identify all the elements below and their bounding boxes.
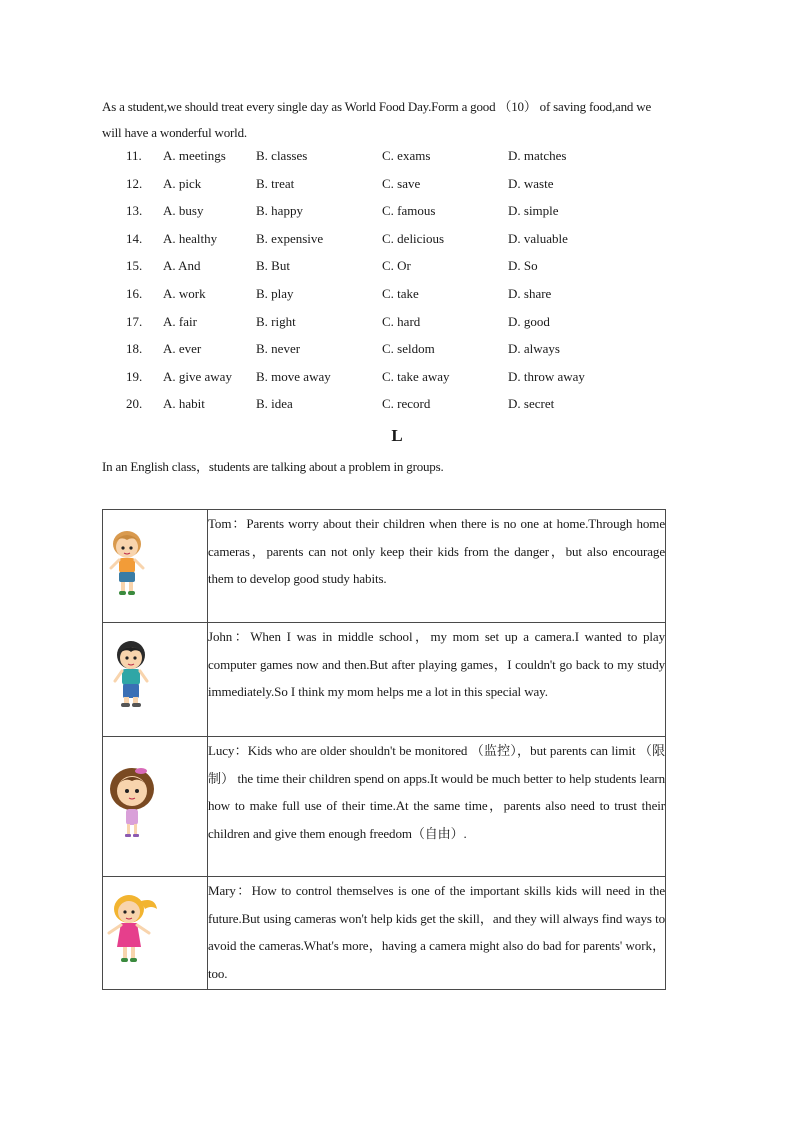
- option-c: C. take: [382, 285, 419, 301]
- option-c: C. famous: [382, 203, 436, 219]
- option-b: B. classes: [256, 148, 308, 163]
- option-d: D. So: [508, 258, 538, 274]
- option-d: D. always: [508, 341, 560, 357]
- option-a: A. healthy: [163, 230, 218, 246]
- question-number: 17.: [126, 313, 143, 329]
- option-d: D. waste: [508, 175, 554, 191]
- option-c: C. seldom: [382, 341, 435, 357]
- question-row: [126, 339, 646, 367]
- option-b: B. right: [256, 313, 296, 329]
- option-b: B. idea: [256, 396, 293, 412]
- dialogue-row-lucy: [103, 737, 666, 877]
- option-a: A. habit: [163, 396, 205, 412]
- question-number: 18.: [126, 341, 143, 357]
- options-list: [126, 146, 646, 422]
- question-row: [126, 367, 646, 395]
- portrait-cell: [103, 877, 208, 990]
- dialogue-text-tom: Tom：Parents worry about their children when there is no one at home.Through home cameras，parents can not only keep their kids from the danger，but also encourage them to develop good study habits.: [208, 510, 666, 623]
- girl-lucy-illustration: [107, 765, 157, 841]
- option-c: C. save: [382, 175, 421, 191]
- option-d: D. simple: [508, 203, 559, 219]
- option-b: B. But: [256, 258, 290, 274]
- option-b: B. never: [256, 341, 301, 357]
- option-b: B. play: [256, 285, 294, 301]
- option-b: B. treat: [256, 175, 295, 191]
- option-d: D. valuable: [508, 230, 568, 246]
- question-number: 13.: [126, 203, 143, 219]
- question-row: [126, 256, 646, 284]
- option-c: C. exams: [382, 148, 431, 163]
- option-a: A. work: [163, 285, 206, 301]
- option-a: A. ever: [163, 341, 202, 357]
- option-b: B. expensive: [256, 230, 324, 246]
- question-number: 12.: [126, 175, 143, 191]
- option-b: B. move away: [256, 368, 331, 384]
- option-c: C. Or: [382, 258, 411, 274]
- question-number: 16.: [126, 285, 143, 301]
- option-a: A. pick: [163, 175, 202, 191]
- question-row: [126, 201, 646, 229]
- option-c: C. delicious: [382, 230, 445, 246]
- option-c: C. hard: [382, 313, 421, 329]
- dialogue-text-lucy: Lucy：Kids who are older shouldn't be monitored （监控），but parents can limit （限制） the time their children spend on apps.It would be much better to help students learn how to make full use of their time.At the same time，parents also need to trust their children and give them enough freedom（自由）.: [208, 737, 666, 877]
- dialogue-text-mary: Mary：How to control themselves is one of the important skills kids will need in the future.But using cameras won't help kids get the skill，and they will always find ways to avoid the cameras.What's more，having a camera might also do bad for parents' work，too.: [208, 877, 666, 990]
- question-row: [126, 394, 646, 422]
- boy-john-illustration: [109, 637, 153, 711]
- option-c: C. record: [382, 396, 431, 412]
- intro-paragraph: As a student,we should treat every single day as World Food Day.Form a good （10） of saving food,and we will have a wonderful world.: [102, 99, 652, 140]
- section-lead-text: In an English class，students are talking about a problem in groups.: [102, 459, 444, 474]
- option-c: C. take away: [382, 368, 450, 384]
- dialogue-row-john: [103, 623, 666, 737]
- option-a: A. busy: [163, 203, 204, 219]
- option-a: A. And: [163, 258, 201, 274]
- question-row: [126, 146, 646, 174]
- option-a: A. fair: [163, 313, 197, 329]
- question-row: [126, 312, 646, 340]
- option-d: D. good: [508, 313, 550, 329]
- option-d: D. secret: [508, 396, 555, 412]
- option-b: B. happy: [256, 203, 303, 219]
- question-number: 15.: [126, 258, 143, 274]
- dialogue-text-john: John：When I was in middle school，my mom set up a camera.I wanted to play computer games now and then.But after playing games，I couldn't go back to my study immediately.So I think my mom helps me a lot in this special way.: [208, 623, 666, 737]
- question-row: [126, 284, 646, 312]
- question-number: 20.: [126, 396, 143, 412]
- dialogue-table: [102, 509, 666, 990]
- question-row: [126, 229, 646, 257]
- portrait-cell: [103, 510, 208, 623]
- option-d: D. share: [508, 285, 552, 301]
- option-a: A. meetings: [163, 148, 226, 163]
- section-heading: L: [391, 426, 403, 445]
- option-a: A. give away: [163, 368, 232, 384]
- question-number: 14.: [126, 230, 143, 246]
- dialogue-row-mary: [103, 877, 666, 990]
- girl-mary-illustration: [105, 891, 161, 967]
- question-number: 19.: [126, 368, 143, 384]
- option-d: D. matches: [508, 148, 567, 163]
- portrait-cell: [103, 737, 208, 877]
- portrait-cell: [103, 623, 208, 737]
- boy-tom-illustration: [105, 528, 149, 600]
- question-number: 11.: [126, 148, 142, 163]
- dialogue-row-tom: [103, 510, 666, 623]
- question-row: [126, 174, 646, 202]
- option-d: D. throw away: [508, 368, 585, 384]
